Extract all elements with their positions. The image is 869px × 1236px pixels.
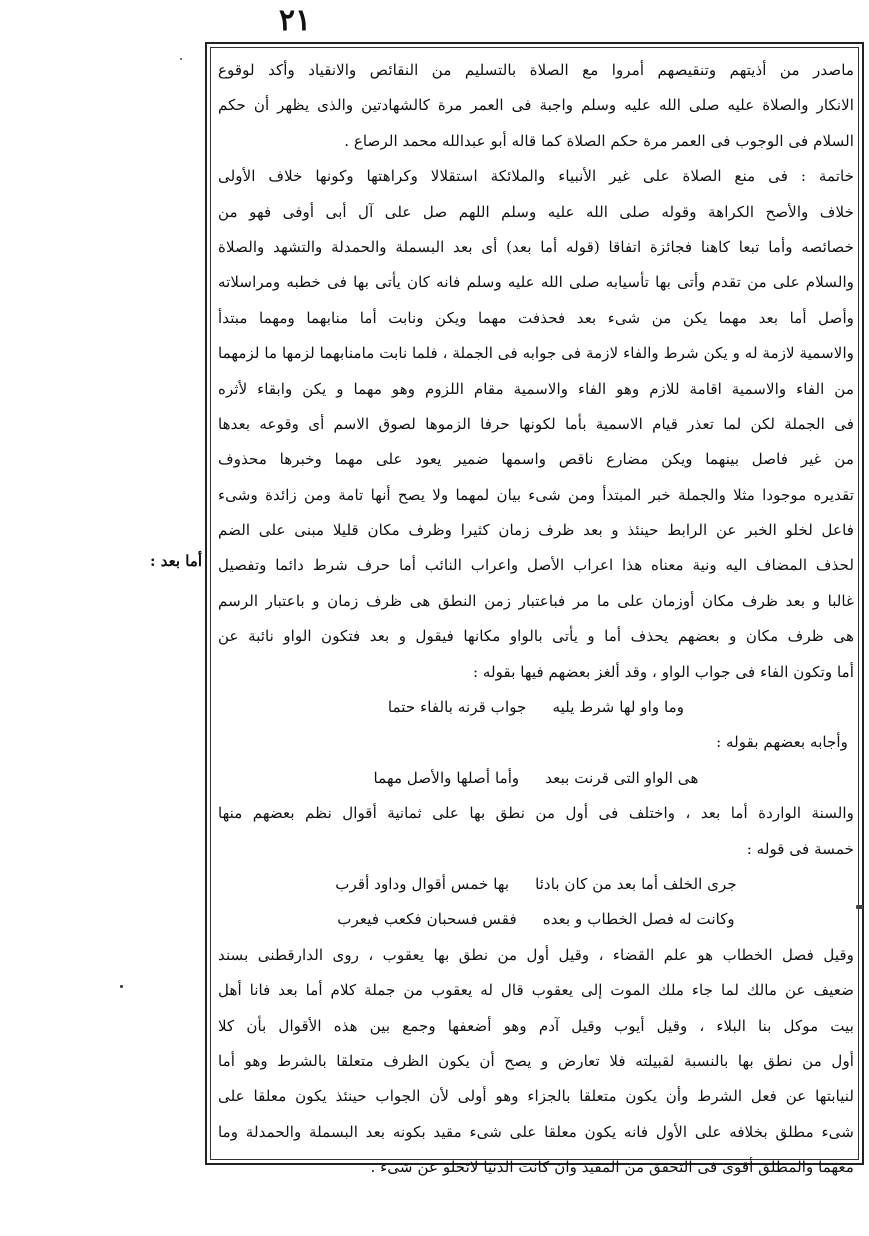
margin-heading: أما بعد : <box>149 552 202 570</box>
scan-speck <box>856 905 863 909</box>
text-line: الانكار والصلاة عليه صلى الله عليه وسلم واجبة فى العمر مرة كالشهادتين والذى يظهر أن حكم <box>218 96 854 115</box>
text-line: أول من نطق بها بالنسبة لقبيلته فلا تعارض و يصح أن يكون الظرف متعلقا بالشرط وهو أما <box>218 1051 854 1070</box>
text-line: السلام فى الوجوب فى العمر مرة حكم الصلاة كما قاله أبو عبدالله محمد الرصاع . <box>344 131 854 150</box>
text-line: خاتمة : فى منع الصلاة على غير الأنبياء والملائكة استقلالا وكراهتها وكونها خلاف الأولى <box>218 167 854 186</box>
text-line: أما وتكون الفاء فى جواب الواو ، وقد ألغز بعضهم فيها بقوله : <box>472 662 854 681</box>
text-line: غالبا و بعد ظرف مكان أوزمان على ما مر فباعتبار زمن النطق هى ظرف زمان و باعتبار الرسم <box>218 591 854 610</box>
text-line: شىء مطلق بخلافه على الأول فانه يكون معلقا على شىء مقيد بكونه بعد البسملة والحمدلة وما <box>218 1122 854 1141</box>
text-line: خمسة فى قوله : <box>746 839 854 858</box>
text-line: بيت موكل بنا البلاء ، وقيل أيوب وقيل آدم وهو أضعفها وجمع بين هذه الأقوال بأن كلا <box>218 1016 854 1035</box>
text-line: لحذف المضاف اليه ونية معناه هذا اعراب الأصل واعراب النائب أما حرف شرط دائما وتفصيل <box>218 556 854 575</box>
verse-hemistich: بها خمس أقوال وداود أقرب <box>335 874 510 893</box>
scan-speck <box>120 985 123 988</box>
text-line: من غير فاصل بينهما ويكن مضارع ناقص واسمها ضمير يعود على مهما وخبرها محذوف <box>218 450 854 469</box>
text-line: تقديره موجودا مثلا والجملة خبر المبتدأ ومن شىء بيان لمهما ولا يصح أنها تامة ومن زائدة وشىء <box>218 485 854 504</box>
text-line: فاعل لخلو الخبر عن الرابط حينئذ و بعد ظرف زمان كثيرا وظرف مكان قليلا مبنى على الضم <box>218 521 854 540</box>
text-line: معهما والمطلق أقوى فى التحقق من المقيد وان كانت الدنيا لاتخلو عن شىء . <box>370 1158 854 1177</box>
verse-4 <box>218 902 854 937</box>
verse-2 <box>218 761 854 796</box>
text-line: والسلام على من تقدم وأتى بها تأسيابه صلى الله عليه وسلم فانه كان يأتى بها فى خطبه ومراسلاته <box>218 273 854 292</box>
text-line: والسنة الواردة أما بعد ، واختلف فى أول من نطق بها على ثمانية أقوال نظم بعضهم منها <box>218 804 854 823</box>
verse-1 <box>218 690 854 725</box>
page-number: ٢١ <box>278 3 312 38</box>
verse-hemistich: وما واو لها شرط يليه <box>552 698 685 717</box>
verse-hemistich: فقس فسحبان فكعب فيعرب <box>337 910 517 929</box>
text-line: ضعيف عن مالك لما جاء ملك الموت إلى يعقوب قال له يعقوب من جملة كلام أما بعد فانا أهل <box>218 981 854 1000</box>
text-line: وقيل فصل الخطاب هو علم القضاء ، وقيل أول من نطق بها يعقوب ، روى الدارقطنى بسند <box>218 945 854 964</box>
text-line: لنيابتها عن فعل الشرط وأن يكون متعلقا بالجزاء وهو أولى لأن الجواب حينئذ يكون معلقا على <box>218 1087 854 1106</box>
verse-hemistich: جواب قرنه بالفاء حتما <box>387 698 527 717</box>
text-line: خلاف والأصح الكراهة وقوله صلى الله عليه وسلم اللهم صل على آل أبى أوفى فهو من <box>218 202 854 221</box>
verse-hemistich: هى الواو التى قرنت ببعد <box>545 768 699 787</box>
scan-speck <box>180 58 182 60</box>
verse-hemistich: جرى الخلف أما بعد من كان بادئا <box>535 874 737 893</box>
text-line: هى ظرف مكان و بعضهم يحذف أما و يأتى بالواو مكانها فيقول و بعد فتكون الواو نائبة عن <box>218 627 854 646</box>
verse-hemistich: وأما أصلها والأصل مهما <box>373 768 520 787</box>
verse-3 <box>218 867 854 902</box>
text-line: ماصدر من أذيتهم وتنقيصهم أمروا مع الصلاة بالتسليم من النقائص والانقياد وأكد لوقوع <box>218 61 854 79</box>
text-line: والاسمية لازمة له و يكن شرط والفاء لازمة فى جوابه فى الجملة ، فلما نابت مامنابهما لزمها ما لزمهما <box>218 344 854 363</box>
reply-line: وأجابه بعضهم بقوله : <box>716 733 848 752</box>
text-line: خصائصه وأما تبعا كاهنا فجائزة اتفاقا (قوله أما بعد) أى بعد البسملة والحمدلة والتشهد والصلاة <box>218 237 854 256</box>
text-line: من الفاء والاسمية اقامة للازم وهو الفاء والاسمية مقام اللزوم وهو مهما و يكن وابقاء لأثره <box>218 379 854 398</box>
main-text-block <box>218 53 854 1177</box>
text-line: فى الجملة لكن لما تعذر قيام الاسمية بأما لكونها حرفا الزموها لصوق الاسم أى وقوعه بعدها <box>218 414 854 433</box>
text-line: وأصل أما بعد مهما يكن من شىء بعد فحذفت مهما ويكن ونابت أما منابهما ومهما مبتدأ <box>218 308 854 327</box>
verse-hemistich: وكانت له فصل الخطاب و بعده <box>542 910 735 929</box>
